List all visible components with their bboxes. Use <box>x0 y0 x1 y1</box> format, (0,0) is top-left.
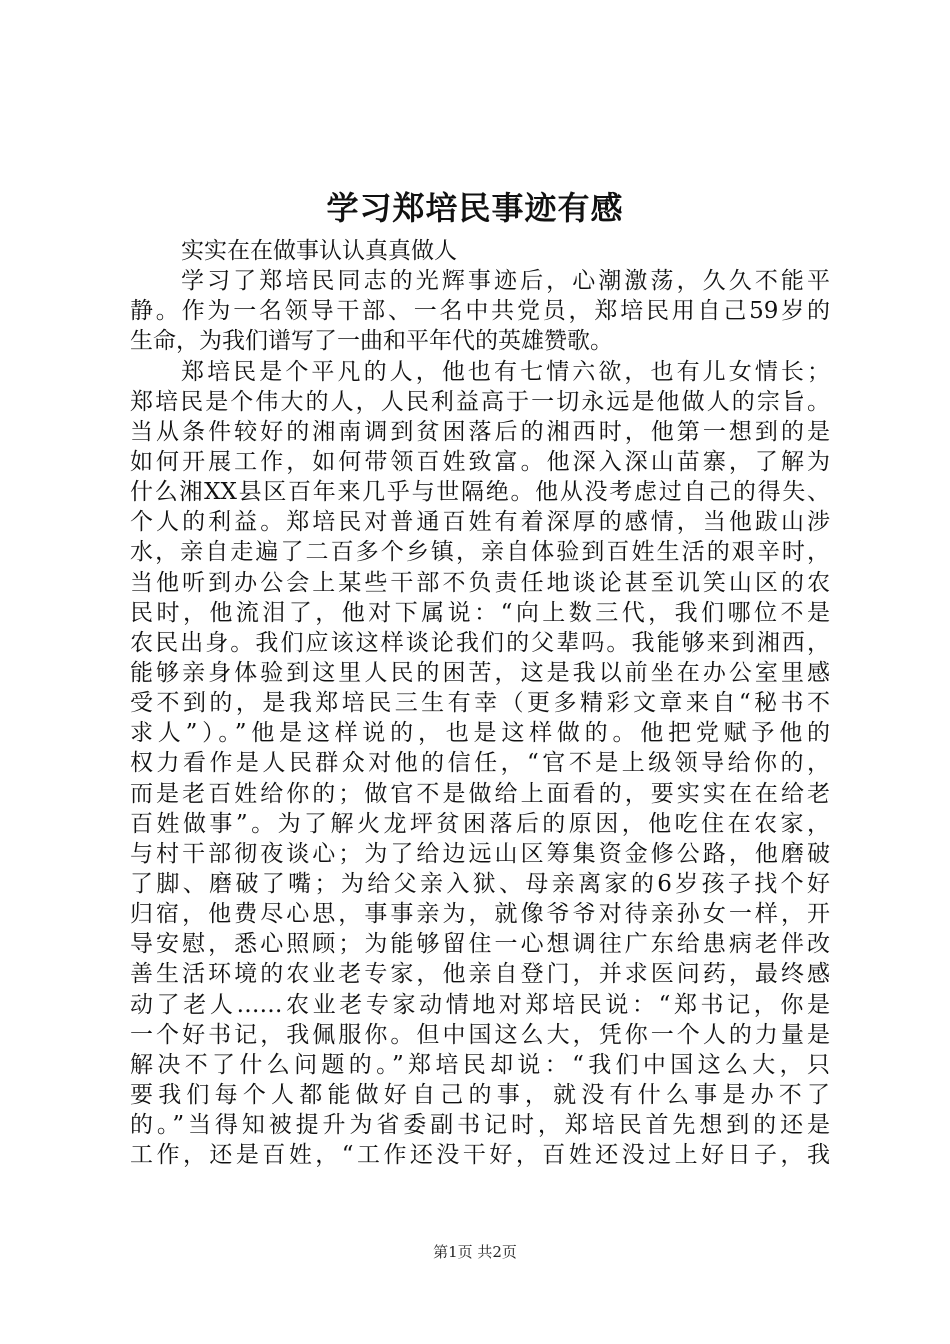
paragraph-line: 百姓做事”。为了解火龙坪贫困落后的原因，他吃住在农家， <box>130 810 830 837</box>
paragraph-line: 学习了郑培民同志的光辉事迹后，心潮激荡，久久不能平 <box>181 268 830 295</box>
document-title: 学习郑培民事迹有感 <box>326 189 624 227</box>
paragraph-line: 水，亲自走遍了二百多个乡镇，亲自体验到百姓生活的艰辛时， <box>130 539 830 566</box>
paragraph-line: 如何开展工作，如何带领百姓致富。他深入深山苗寨，了解为 <box>130 448 830 475</box>
paragraph-line: 动了老人……农业老专家动情地对郑培民说：“郑书记，你是 <box>130 991 830 1018</box>
paragraph-line: 当从条件较好的湘南调到贫困落后的湘西时，他第一想到的是 <box>130 418 830 445</box>
paragraph-line: 什么湘XX县区百年来几乎与世隔绝。他从没考虑过自己的得失、 <box>130 479 830 506</box>
paragraph-line: 工作，还是百姓，“工作还没干好，百姓还没过上好日子，我 <box>130 1142 830 1169</box>
paragraph-line: 民时，他流泪了，他对下属说：“向上数三代，我们哪位不是 <box>130 599 830 626</box>
paragraph-line: 求人”）。”他是这样说的，也是这样做的。他把党赋予他的 <box>130 720 830 747</box>
page-number-footer: 第1页 共2页 <box>433 1243 517 1261</box>
paragraph-line: 郑培民是个平凡的人，他也有七情六欲，也有儿女情长； <box>181 358 830 385</box>
paragraph-line: 农民出身。我们应该这样谈论我们的父辈吗。我能够来到湘西， <box>130 629 830 656</box>
paragraph-line: 的。”当得知被提升为省委副书记时，郑培民首先想到的还是 <box>130 1112 830 1139</box>
paragraph-line: 与村干部彻夜谈心；为了给边远山区筹集资金修公路，他磨破 <box>130 840 830 867</box>
paragraph-line: 归宿，他费尽心思，事事亲为，就像爷爷对待亲孙女一样，开 <box>130 901 830 928</box>
paragraph-line: 个人的利益。郑培民对普通百姓有着深厚的感情，当他跋山涉 <box>130 509 830 536</box>
paragraph-line: 受不到的，是我郑培民三生有幸（更多精彩文章来自“秘书不 <box>130 690 830 717</box>
paragraph-line: 一个好书记，我佩服你。但中国这么大，凭你一个人的力量是 <box>130 1021 830 1048</box>
paragraph-line: 静。作为一名领导干部、一名中共党员，郑培民用自己59岁的 <box>130 298 830 325</box>
paragraph-line: 了脚、磨破了嘴；为给父亲入狱、母亲离家的6岁孩子找个好 <box>130 870 830 897</box>
paragraph-line: 能够亲身体验到这里人民的困苦，这是我以前坐在办公室里感 <box>130 659 830 686</box>
document-subtitle: 实实在在做事认认真真做人 <box>181 238 457 264</box>
paragraph-line: 当他听到办公会上某些干部不负责任地谈论甚至讥笑山区的农 <box>130 569 830 596</box>
paragraph-line: 而是老百姓给你的；做官不是做给上面看的，要实实在在给老 <box>130 780 830 807</box>
document-body <box>130 236 830 1170</box>
paragraph-line: 善生活环境的农业老专家，他亲自登门，并求医问药，最终感 <box>130 961 830 988</box>
paragraph-line: 权力看作是人民群众对他的信任，“官不是上级领导给你的， <box>130 750 830 777</box>
paragraph-line: 郑培民是个伟大的人，人民利益高于一切永远是他做人的宗旨。 <box>130 388 830 415</box>
paragraph-line: 生命，为我们谱写了一曲和平年代的英雄赞歌。 <box>130 328 613 355</box>
paragraph-line: 要我们每个人都能做好自己的事，就没有什么事是办不了 <box>130 1081 830 1108</box>
paragraph-line: 解决不了什么问题的。”郑培民却说：“我们中国这么大，只 <box>130 1051 830 1078</box>
paragraph-line: 导安慰，悉心照顾；为能够留住一心想调往广东给患病老伴改 <box>130 931 830 958</box>
